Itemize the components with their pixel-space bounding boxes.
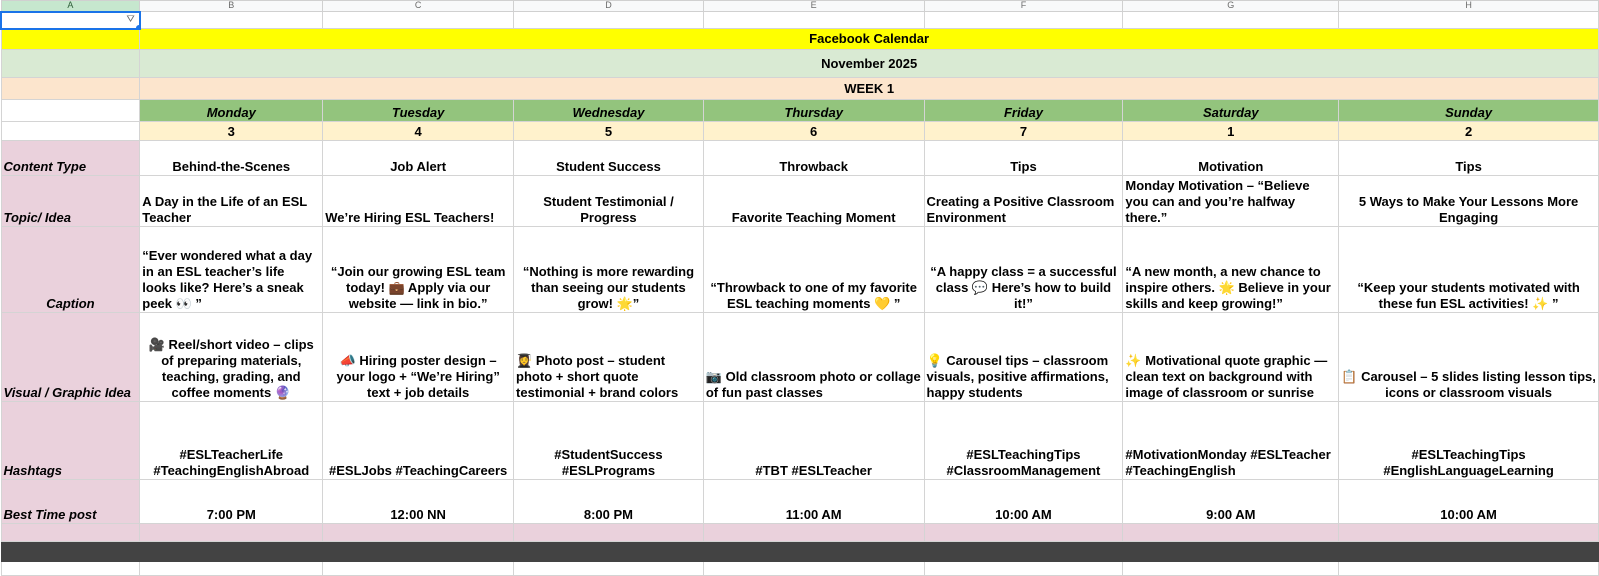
column-header-row — [1, 1, 1599, 12]
visual-row — [1, 313, 1599, 402]
caption-cell[interactable]: “A happy class = a successful class 💬 Here’s how to build it!” — [924, 227, 1123, 313]
cell[interactable] — [1123, 542, 1339, 562]
cell[interactable] — [140, 542, 323, 562]
day-header[interactable]: Monday — [140, 100, 323, 122]
cell[interactable] — [1, 542, 140, 562]
topic-cell[interactable]: Creating a Positive Classroom Environment — [924, 176, 1123, 227]
best-time-cell[interactable]: 8:00 PM — [514, 480, 704, 524]
month-row — [1, 50, 1599, 78]
day-header[interactable]: Sunday — [1339, 100, 1599, 122]
cell[interactable] — [140, 524, 323, 542]
cell[interactable] — [924, 542, 1123, 562]
cell[interactable] — [514, 524, 704, 542]
content-type-cell[interactable]: Throwback — [703, 141, 924, 176]
caption-cell[interactable]: “Ever wondered what a day in an ESL teacher’s life looks like? Here’s a sneak peek 👀 ” — [140, 227, 323, 313]
date-cell[interactable]: 7 — [924, 122, 1123, 141]
hashtags-cell[interactable]: #ESLTeacherLife #TeachingEnglishAbroad — [140, 402, 323, 480]
visual-cell[interactable]: 📋 Carousel – 5 slides listing lesson tips, icons or classroom visuals — [1339, 313, 1599, 402]
content-type-cell[interactable]: Student Success — [514, 141, 704, 176]
best-time-cell[interactable]: 9:00 AM — [1123, 480, 1339, 524]
hashtags-cell[interactable]: #ESLJobs #TeachingCareers — [323, 402, 514, 480]
best-time-cell[interactable]: 12:00 NN — [323, 480, 514, 524]
column-header-d[interactable]: D — [514, 1, 704, 12]
cell[interactable] — [1339, 524, 1599, 542]
week-row — [1, 78, 1599, 100]
topic-cell[interactable]: We’re Hiring ESL Teachers! — [323, 176, 514, 227]
column-header-g[interactable]: G — [1123, 1, 1339, 12]
content-type-cell[interactable]: Job Alert — [323, 141, 514, 176]
blank-row — [1, 562, 1599, 576]
cell[interactable] — [1339, 542, 1599, 562]
cell[interactable] — [1123, 524, 1339, 542]
cell[interactable] — [703, 542, 924, 562]
row-label-content-type[interactable]: Content Type — [1, 141, 140, 176]
cell[interactable] — [703, 524, 924, 542]
cell[interactable] — [1, 100, 140, 122]
best-time-cell[interactable]: 10:00 AM — [1339, 480, 1599, 524]
best-time-cell[interactable]: 10:00 AM — [924, 480, 1123, 524]
content-type-cell[interactable]: Tips — [924, 141, 1123, 176]
visual-cell[interactable]: 📣 Hiring poster design – your logo + “We’re Hiring” text + job details — [323, 313, 514, 402]
content-type-row — [1, 141, 1599, 176]
cell[interactable] — [1123, 12, 1339, 29]
caption-cell[interactable]: “Keep your students motivated with these fun ESL activities! ✨ ” — [1339, 227, 1599, 313]
cell[interactable] — [924, 12, 1123, 29]
cell[interactable] — [1, 562, 140, 576]
day-header[interactable]: Saturday — [1123, 100, 1339, 122]
visual-cell[interactable]: 👩‍🎓 Photo post – student photo + short quote testimonial + brand colors — [514, 313, 704, 402]
selection-handle[interactable] — [135, 24, 140, 29]
cell[interactable] — [924, 562, 1123, 576]
best-time-row — [1, 480, 1599, 524]
day-header[interactable]: Tuesday — [323, 100, 514, 122]
date-cell[interactable]: 1 — [1123, 122, 1339, 141]
cell[interactable] — [703, 562, 924, 576]
cell[interactable] — [1339, 12, 1599, 29]
content-type-cell[interactable]: Tips — [1339, 141, 1599, 176]
hashtags-cell[interactable]: #StudentSuccess #ESLPrograms — [514, 402, 704, 480]
column-header-c[interactable]: C — [323, 1, 514, 12]
hashtags-cell[interactable]: #ESLTeachingTips #EnglishLanguageLearning — [1339, 402, 1599, 480]
caption-cell[interactable]: “Throwback to one of my favorite ESL teaching moments 💛 ” — [703, 227, 924, 313]
hashtags-cell[interactable]: #TBT #ESLTeacher — [703, 402, 924, 480]
row-label-caption[interactable]: Caption — [1, 227, 140, 313]
title-row — [1, 29, 1599, 50]
date-cell[interactable]: 5 — [514, 122, 704, 141]
hashtags-cell[interactable]: #ESLTeachingTips #ClassroomManagement — [924, 402, 1123, 480]
date-cell[interactable]: 6 — [703, 122, 924, 141]
selected-cell[interactable] — [1, 12, 140, 29]
cell[interactable] — [140, 562, 323, 576]
cell[interactable] — [1, 122, 140, 141]
cell[interactable] — [514, 12, 704, 29]
blank-row — [1, 12, 1599, 29]
calendar-title[interactable]: Facebook Calendar — [140, 29, 1599, 50]
topic-cell[interactable]: Favorite Teaching Moment — [703, 176, 924, 227]
topic-cell[interactable]: Student Testimonial / Progress — [514, 176, 704, 227]
cell[interactable] — [140, 12, 323, 29]
topic-cell[interactable]: Monday Motivation – “Believe you can and you’re halfway there.” — [1123, 176, 1339, 227]
month-title[interactable]: November 2025 — [140, 50, 1599, 78]
filter-icon[interactable]: ⛛ — [126, 13, 135, 25]
visual-cell[interactable]: ✨ Motivational quote graphic — clean text on background with image of classroom or sunrise — [1123, 313, 1339, 402]
cell[interactable] — [1, 78, 140, 100]
best-time-cell[interactable]: 11:00 AM — [703, 480, 924, 524]
column-header-e[interactable]: E — [703, 1, 924, 12]
column-header-b[interactable]: B — [140, 1, 323, 12]
cell[interactable] — [1, 50, 140, 78]
spacer-row — [1, 524, 1599, 542]
row-label-topic[interactable]: Topic/ Idea — [1, 176, 140, 227]
visual-cell[interactable]: 🎥 Reel/short video – clips of preparing materials, teaching, grading, and coffee moments 🔮 — [140, 313, 323, 402]
hashtags-cell[interactable]: #MotivationMonday #ESLTeacher #TeachingEnglish — [1123, 402, 1339, 480]
day-header[interactable]: Wednesday — [514, 100, 704, 122]
caption-cell[interactable]: “Join our growing ESL team today! 💼 Apply via our website — link in bio.” — [323, 227, 514, 313]
cell[interactable] — [1123, 562, 1339, 576]
cell[interactable] — [514, 542, 704, 562]
date-cell[interactable]: 4 — [323, 122, 514, 141]
cell[interactable] — [323, 562, 514, 576]
topic-row — [1, 176, 1599, 227]
best-time-cell[interactable]: 7:00 PM — [140, 480, 323, 524]
day-header-row — [1, 100, 1599, 122]
day-header[interactable]: Thursday — [703, 100, 924, 122]
divider-row — [1, 542, 1599, 562]
date-cell[interactable]: 3 — [140, 122, 323, 141]
cell[interactable] — [323, 542, 514, 562]
caption-cell[interactable]: “A new month, a new chance to inspire others. 🌟 Believe in your skills and keep growing!” — [1123, 227, 1339, 313]
topic-cell[interactable]: A Day in the Life of an ESL Teacher — [140, 176, 323, 227]
visual-cell[interactable]: 💡 Carousel tips – classroom visuals, positive affirmations, happy students — [924, 313, 1123, 402]
column-header-h[interactable]: H — [1339, 1, 1599, 12]
column-header-f[interactable]: F — [924, 1, 1123, 12]
content-type-cell[interactable]: Behind-the-Scenes — [140, 141, 323, 176]
cell[interactable] — [924, 524, 1123, 542]
topic-cell[interactable]: 5 Ways to Make Your Lessons More Engaging — [1339, 176, 1599, 227]
visual-cell[interactable]: 📷 Old classroom photo or collage of fun past classes — [703, 313, 924, 402]
cell[interactable] — [1, 524, 140, 542]
cell[interactable] — [323, 524, 514, 542]
column-header-a[interactable]: A — [1, 1, 140, 12]
hashtags-row — [1, 402, 1599, 480]
cell[interactable] — [323, 12, 514, 29]
caption-cell[interactable]: “Nothing is more rewarding than seeing our students grow! 🌟” — [514, 227, 704, 313]
row-label-visual[interactable]: Visual / Graphic Idea — [1, 313, 140, 402]
row-label-hashtags[interactable]: Hashtags — [1, 402, 140, 480]
cell[interactable] — [1339, 562, 1599, 576]
day-header[interactable]: Friday — [924, 100, 1123, 122]
cell[interactable] — [514, 562, 704, 576]
week-title[interactable]: WEEK 1 — [140, 78, 1599, 100]
cell[interactable] — [703, 12, 924, 29]
cell[interactable] — [1, 29, 140, 50]
content-type-cell[interactable]: Motivation — [1123, 141, 1339, 176]
date-row — [1, 122, 1599, 141]
row-label-best-time[interactable]: Best Time post — [1, 480, 140, 524]
caption-row — [1, 227, 1599, 313]
date-cell[interactable]: 2 — [1339, 122, 1599, 141]
